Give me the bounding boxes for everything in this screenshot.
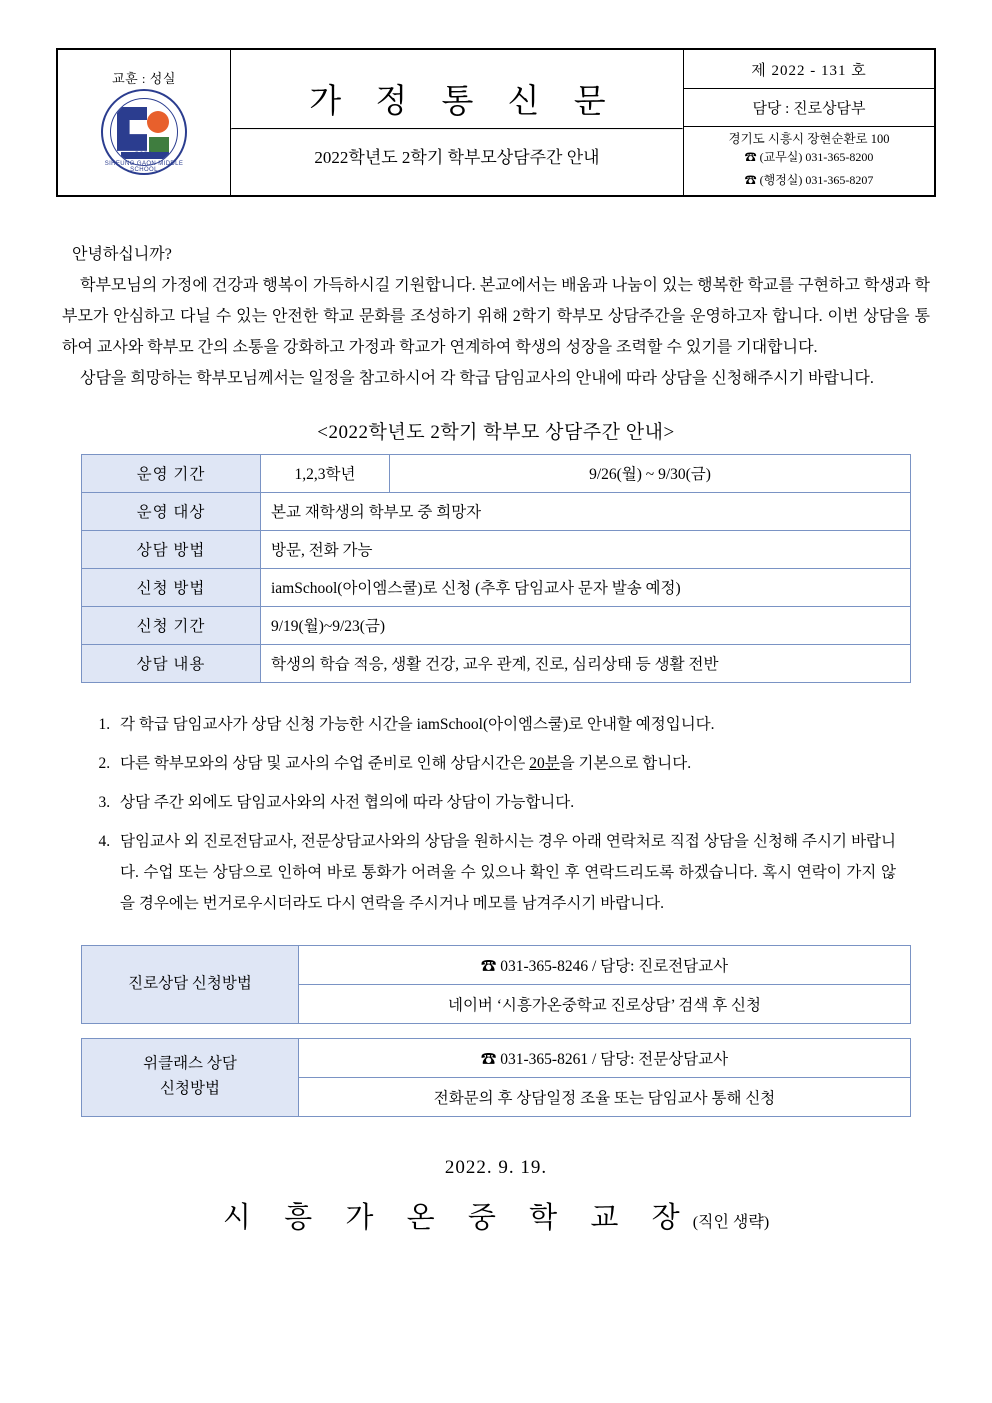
school-motto: 교훈 : 성실 — [112, 70, 176, 86]
seal-note: (직인 생략) — [692, 1213, 770, 1231]
document-subtitle: 2022학년도 2학기 학부모상담주간 안내 — [314, 148, 600, 168]
row-value-target: 본교 재학생의 학부모 중 희망자 — [261, 492, 911, 530]
list-item: 3. 상담 주간 외에도 담임교사와의 사전 협의에 따라 상담이 가능합니다. — [114, 787, 936, 818]
emblem-icon — [101, 89, 187, 175]
row-value-content: 학생의 학습 적응, 생활 건강, 교우 관계, 진로, 심리상태 등 생활 전반 — [261, 644, 911, 682]
table-row — [82, 644, 911, 682]
row-value-period: 9/26(월) ~ 9/30(금) — [390, 454, 911, 492]
note2-underlined: 20분 — [529, 754, 560, 772]
table-row — [82, 606, 911, 644]
list-item: 4. 담임교사 외 진로전담교사, 전문상담교사와의 상담을 원하시는 경우 아래 연락처로 직접 상담을 신청해 주시기 바랍니다. 수업 또는 상담으로 인하여 바로 통화가 어려울 수 있으나 확인 후 연락드리도록 하겠습니다. 혹시 연락이 가지 않을 경우에는 번거로우시더라도 다시 연락을 주시거나 메모를 남겨주시기 바랍니다. — [114, 826, 936, 919]
table-row — [82, 492, 911, 530]
greeting-paragraph: 안녕하십니까? — [72, 245, 172, 263]
row-grade: 1,2,3학년 — [261, 454, 390, 492]
table-row — [82, 1038, 911, 1077]
school-logo-cell — [57, 49, 231, 196]
notes-list — [56, 709, 936, 919]
row-label-content: 상담 내용 — [82, 644, 261, 682]
row-value-apply-period: 9/19(월)~9/23(금) — [261, 606, 911, 644]
row-label-target: 운영 대상 — [82, 492, 261, 530]
wee-class-label-line1: 위클래스 상담 — [143, 1055, 237, 1073]
wee-class-table — [81, 1038, 911, 1117]
wee-class-label-line2: 신청방법 — [160, 1080, 220, 1098]
request-paragraph: 상담을 희망하는 학부모님께서는 일정을 참고하시어 각 학급 담임교사의 안내에 따라 상담을 신청해주시기 바랍니다. — [80, 370, 874, 388]
note2-before: 다른 학부모와의 상담 및 교사의 수업 준비로 인해 상담시간은 — [120, 754, 530, 772]
schedule-table — [81, 454, 911, 683]
row-label-apply-period: 신청 기간 — [82, 606, 261, 644]
document-date: 2022. 9. 19. — [444, 1156, 548, 1178]
table-row — [82, 454, 911, 492]
table-row — [82, 945, 911, 984]
career-counseling-search: 네이버 ‘시흥가온중학교 진로상담’ 검색 후 신청 — [299, 984, 911, 1023]
school-name: 시 흥 가 온 중 학 교 장 — [222, 1201, 693, 1234]
wee-class-apply: 전화문의 후 상담일정 조율 또는 담임교사 통해 신청 — [299, 1077, 911, 1116]
emblem-arc-text: SIHEUNG GAON MIDDLE SCHOOL — [104, 160, 184, 173]
document-number: 제 2022 - 131 호 — [684, 50, 934, 89]
list-item — [114, 748, 936, 779]
school-tel-admin: ☎ (행정실) 031-365-8207 — [744, 173, 874, 188]
career-counseling-phone: ☎ 031-365-8246 / 담당: 진로전담교사 — [299, 945, 911, 984]
wee-class-phone: ☎ 031-365-8261 / 담당: 전문상담교사 — [299, 1038, 911, 1077]
list-item: 1. 각 학급 담임교사가 상담 신청 가능한 시간을 iamSchool(아이엠스쿨)로 안내할 예정입니다. — [114, 709, 936, 740]
document-title: 가 정 통 신 문 — [309, 84, 619, 121]
intro-paragraph: 학부모님의 가정에 건강과 행복이 가득하시길 기원합니다. 본교에서는 배움과 나눔이 있는 행복한 학교를 구현하고 학생과 학부모가 안심하고 다닐 수 있는 안전한 학교 문화를 조성하기 위해 2학기 학부모 상담주간을 운영하고자 합니다. 이번 상담을 통하여 교사와 학부모 간의 소통을 강화하고 가정과 학교가 연계하여 학생의 성장을 조력할 수 있기를 기대합니다. — [62, 276, 930, 357]
table-row — [82, 568, 911, 606]
row-label-method: 상담 방법 — [82, 530, 261, 568]
career-counseling-label: 진로상담 신청방법 — [82, 945, 299, 1023]
career-counseling-table — [81, 945, 911, 1024]
document-title-cell — [231, 49, 684, 196]
row-label-period: 운영 기간 — [82, 454, 261, 492]
school-emblem — [58, 89, 230, 175]
section-title: <2022학년도 2학기 학부모 상담주간 안내> — [317, 421, 675, 443]
body-text — [56, 239, 936, 395]
emblem-year: 2021 — [135, 149, 153, 159]
row-value-apply-method: iamSchool(아이엠스쿨)로 신청 (추후 담임교사 문자 발송 예정) — [261, 568, 911, 606]
document-number-cell — [684, 49, 936, 196]
school-signature — [56, 1195, 936, 1236]
wee-class-label — [82, 1038, 299, 1116]
school-tel-office: ☎ (교무실) 031-365-8200 — [744, 149, 874, 164]
document-header — [56, 48, 936, 197]
row-label-apply-method: 신청 방법 — [82, 568, 261, 606]
document-department: 담당 : 진로상담부 — [684, 89, 934, 127]
row-value-method: 방문, 전화 가능 — [261, 530, 911, 568]
note2-after: 을 기본으로 합니다. — [559, 754, 692, 772]
school-address: 경기도 시흥시 장현순환로 100 — [728, 132, 890, 146]
table-row — [82, 530, 911, 568]
